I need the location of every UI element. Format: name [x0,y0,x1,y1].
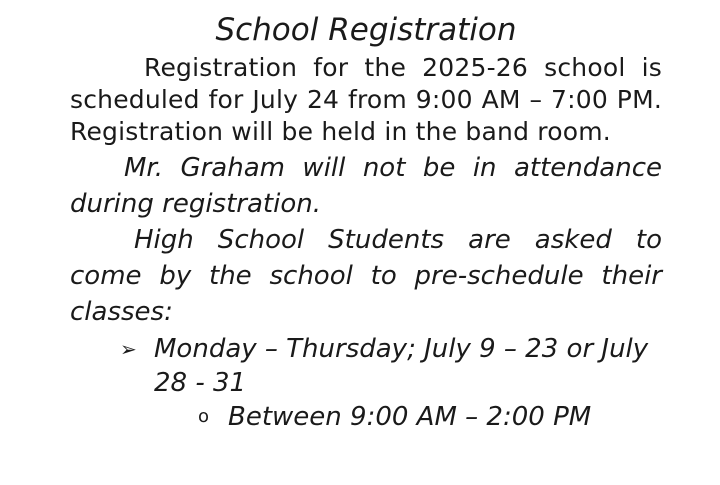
high-school-paragraph: High School Students are asked to come by the school to pre-schedule their classes: [70,225,662,327]
arrow-bullet-icon: ➢ [120,337,137,361]
circle-bullet-icon: o [198,406,210,427]
time-sub-bullet [198,400,662,434]
graham-notice-paragraph: Mr. Graham will not be in attendance during registration. [70,153,662,219]
time-sub-bullet-text: Between 9:00 AM – 2:00 PM [228,402,592,432]
schedule-bullet-text: Monday – Thursday; July 9 – 23 or July 28 - 31 [154,334,649,398]
document-body [70,10,662,434]
schedule-bullet [120,332,662,400]
document-title: School Registration [215,12,517,48]
registration-paragraph: Registration for the 2025-26 school is scheduled for July 24 from 9:00 AM – 7:00 PM. Registration will be held in the band room. [70,53,662,146]
